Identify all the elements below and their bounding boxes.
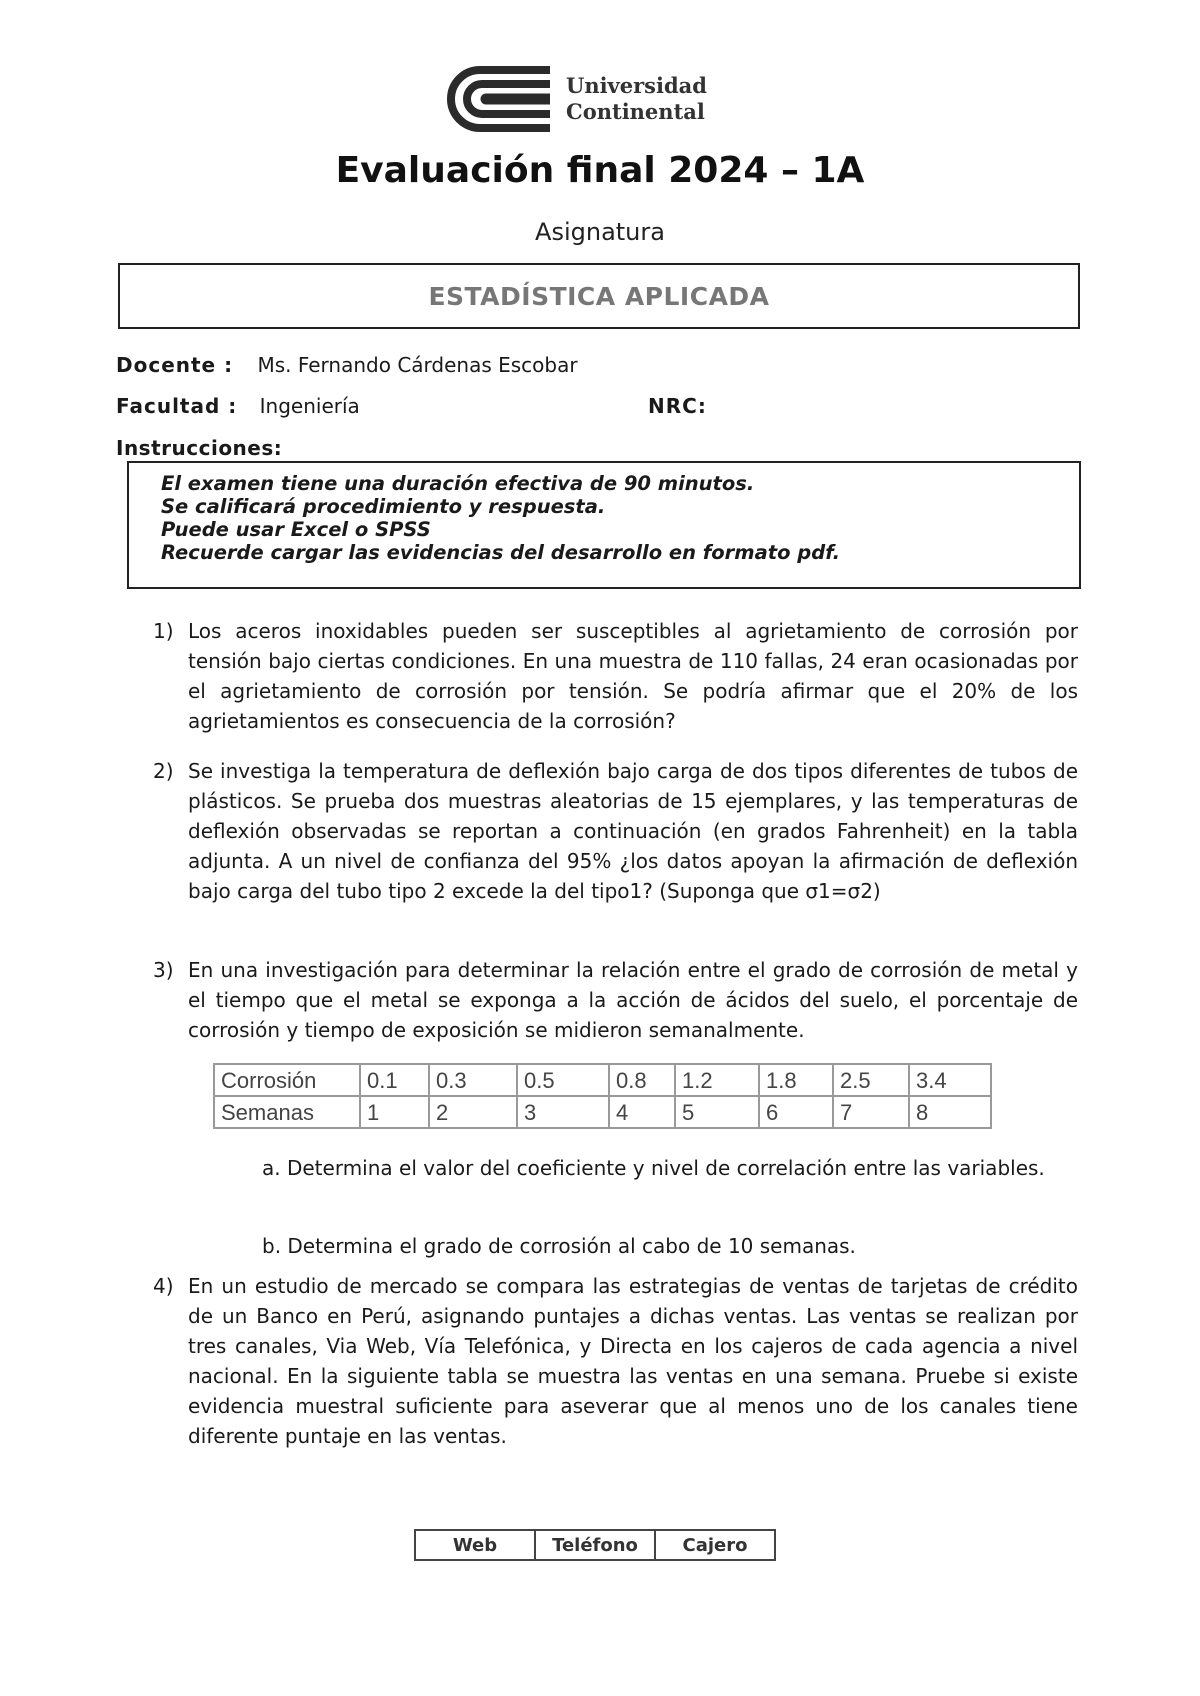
table-cell: 1.8 xyxy=(759,1064,833,1096)
table-cell: 3.4 xyxy=(909,1064,991,1096)
question-text: En un estudio de mercado se compara las estrategias de ventas de tarjetas de crédito de un Banco en Perú, asignando puntajes a dichas ventas. Las ventas se realizan por tres canales, Via Web, Vía Telefónica, y Directa en los cajeros de cada agencia a nivel nacional. En la siguiente tabla se muestra las ventas en una semana. Pruebe si existe evidencia muestral suficiente para aseverar que al menos uno de los canales tiene diferente puntaje en las ventas. xyxy=(188,1274,1078,1448)
table-cell: 5 xyxy=(675,1096,759,1128)
question-4 xyxy=(153,1271,1078,1451)
table-cell: 1.2 xyxy=(675,1064,759,1096)
logo-text-line1: Universidad xyxy=(566,73,707,98)
course-box xyxy=(118,263,1080,329)
question-text: Los aceros inoxidables pueden ser susceptibles al agrietamiento de corrosión por tensión bajo ciertas condiciones. En una muestra de 110 fallas, 24 eran ocasionadas por el agrietamiento de corrosión por tensión. Se podría afirmar que el 20% de los agrietamientos es consecuencia de la corrosión? xyxy=(188,619,1078,733)
course-name: ESTADÍSTICA APLICADA xyxy=(428,281,770,311)
table-cell: 6 xyxy=(759,1096,833,1128)
corrosion-table xyxy=(213,1063,992,1129)
question-number: 1) xyxy=(153,619,174,643)
table-cell: 1 xyxy=(360,1096,429,1128)
question-number: 4) xyxy=(153,1274,174,1298)
question-text: En una investigación para determinar la relación entre el grado de corrosión de metal y el tiempo que el metal se exponga a la acción de ácidos del suelo, el porcentaje de corrosión y tiempo de exposición se midieron semanalmente. xyxy=(188,958,1078,1042)
instructions-box xyxy=(127,461,1081,589)
table-cell: 8 xyxy=(909,1096,991,1128)
table-cell: 3 xyxy=(517,1096,609,1128)
nrc-label: NRC: xyxy=(648,394,707,418)
facultad-value: Ingeniería xyxy=(259,394,360,418)
instruction-line: Se calificará procedimiento y respuesta. xyxy=(161,495,606,518)
question-2 xyxy=(153,756,1078,906)
docente-label: Docente : xyxy=(116,353,234,377)
channels-table xyxy=(414,1529,776,1561)
university-logo xyxy=(446,64,716,134)
table-cell: 2.5 xyxy=(833,1064,909,1096)
continental-logo-icon xyxy=(446,65,552,133)
question-number: 3) xyxy=(153,958,174,982)
table-header-row xyxy=(415,1530,775,1560)
instrucciones-field xyxy=(116,436,282,460)
instruction-line: Recuerde cargar las evidencias del desarrollo en formato pdf. xyxy=(161,541,841,564)
instruction-line: El examen tiene una duración efectiva de 90 minutos. xyxy=(161,472,755,495)
subject-heading: Asignatura xyxy=(535,218,665,246)
column-header-cajero: Cajero xyxy=(655,1530,775,1560)
column-header-web: Web xyxy=(415,1530,535,1560)
table-row xyxy=(214,1096,991,1128)
subitem-b: b. Determina el grado de corrosión al cabo de 10 semanas. xyxy=(262,1234,856,1258)
table-cell: 0.1 xyxy=(360,1064,429,1096)
table-cell: 7 xyxy=(833,1096,909,1128)
logo-text-line2: Continental xyxy=(566,99,705,124)
column-header-telefono: Teléfono xyxy=(535,1530,655,1560)
table-cell: 0.3 xyxy=(429,1064,517,1096)
facultad-label: Facultad : xyxy=(116,394,238,418)
row-header: Corrosión xyxy=(214,1064,360,1096)
instruction-line: Puede usar Excel o SPSS xyxy=(161,518,431,541)
docente-field xyxy=(116,353,578,377)
table-cell: 0.8 xyxy=(609,1064,675,1096)
instrucciones-label: Instrucciones: xyxy=(116,436,283,460)
nrc-field xyxy=(648,394,707,418)
docente-value: Ms. Fernando Cárdenas Escobar xyxy=(257,353,578,377)
facultad-field xyxy=(116,394,360,418)
question-1 xyxy=(153,616,1078,736)
question-number: 2) xyxy=(153,759,174,783)
exam-title: Evaluación final 2024 – 1A xyxy=(335,150,865,191)
question-text: Se investiga la temperatura de deflexión bajo carga de dos tipos diferentes de tubos de plásticos. Se prueba dos muestras aleatorias de 15 ejemplares, y las temperaturas de deflexión observadas se reportan a continuación (en grados Fahrenheit) en la tabla adjunta. A un nivel de confianza del 95% ¿los datos apoyan la afirmación de deflexión bajo carga del tubo tipo 2 excede la del tipo1? (Suponga que σ1=σ2) xyxy=(188,759,1078,903)
subitem-a: a. Determina el valor del coeficiente y nivel de correlación entre las variables. xyxy=(262,1156,1045,1180)
table-row xyxy=(214,1064,991,1096)
table-cell: 2 xyxy=(429,1096,517,1128)
row-header: Semanas xyxy=(214,1096,360,1128)
table-cell: 0.5 xyxy=(517,1064,609,1096)
table-cell: 4 xyxy=(609,1096,675,1128)
question-3 xyxy=(153,955,1078,1045)
logo-text xyxy=(566,73,707,125)
